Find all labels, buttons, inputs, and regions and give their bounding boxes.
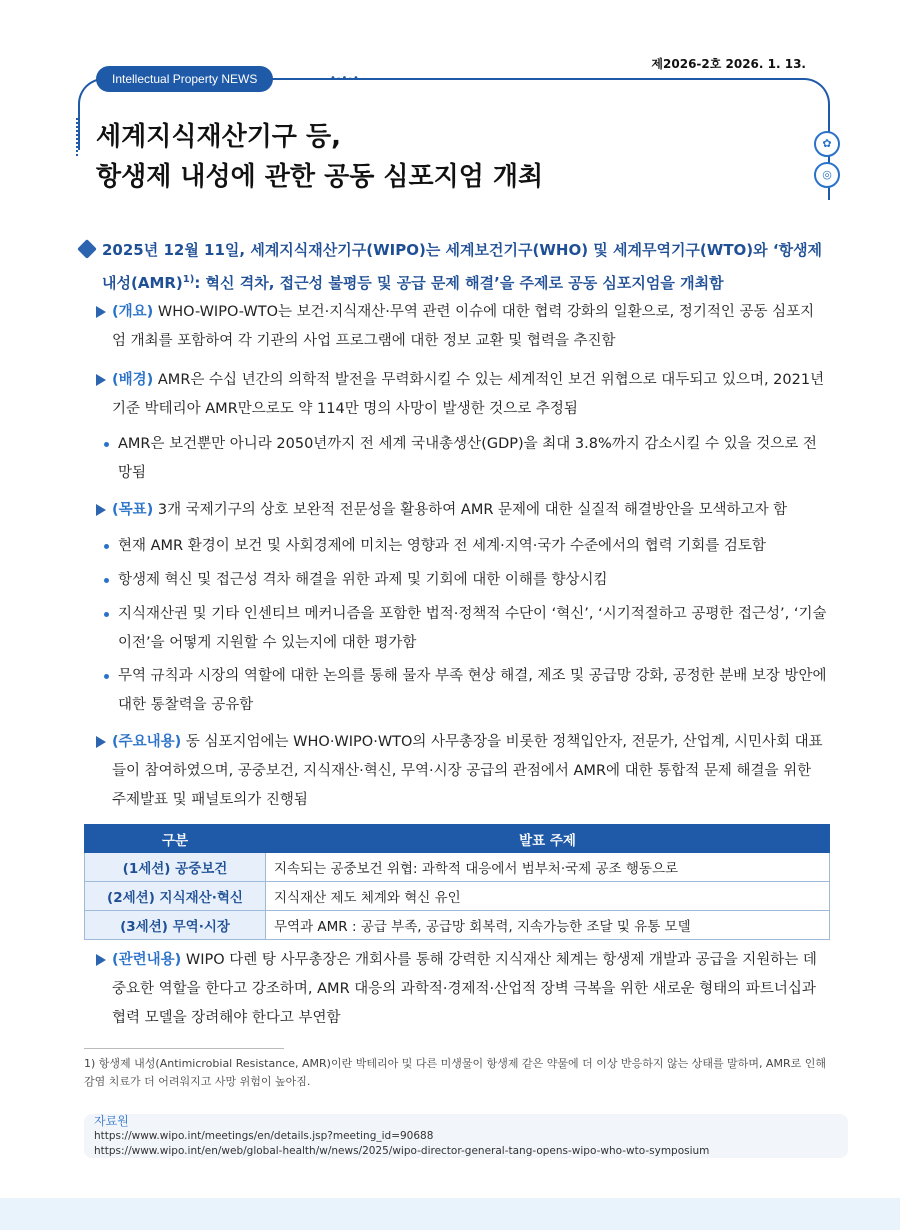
bottom-band [0,1198,900,1230]
title-line-2: 항생제 내성에 관한 공동 심포지엄 개최 [96,162,544,192]
lead-summary [86,236,846,298]
overview-text: WHO-WIPO-WTO는 보건·지식재산·무역 관련 이슈에 대한 협력 강화의 일환으로, 정기적인 공동 심포지엄 개최를 포함하여 각 기관의 사업 프로그램에 대한 정보 교환 및 협력을 추진함 [112,304,815,349]
goal-text: 3개 국제기구의 상호 보완적 전문성을 활용하여 AMR 문제에 대한 실질적 해결방안을 모색하고자 함 [153,502,788,518]
newsletter-tag: Intellectual Property NEWS [96,66,273,92]
footnote: 1) 항생제 내성(Antimicrobial Resistance, AMR)이란 박테리아 및 다른 미생물이 항생제 같은 약물에 더 이상 반응하지 않는 상태를 말하며, AMR로 인해 감염 치료가 더 어려워지고 사망 위험이 높아짐. [84,1057,826,1088]
item-goal [96,496,828,525]
frame-dots [76,118,84,156]
footnote-separator [84,1048,284,1049]
main-label: (주요내용) [112,734,182,750]
lead-line-2b: : 혁신 격차, 접근성 불평등 및 공급 문제 해결’을 주제로 공동 심포지엄을 개최함 [194,274,724,292]
background-bullet [104,430,828,488]
table-row [85,911,830,940]
health-icon: ✿ [814,131,840,157]
dot-bullet-icon [104,442,109,447]
background-label: (배경) [112,372,154,388]
page-title [96,117,543,197]
dot-bullet-icon [104,544,109,549]
goal-bullet-1 [104,532,828,561]
globe-icon: ◎ [814,162,840,188]
dot-bullet-icon [104,578,109,583]
goal-bullet-text: 항생제 혁신 및 접근성 격차 해결을 위한 과제 및 기회에 대한 이해를 향상시킴 [118,572,608,588]
main-text: 동 심포지엄에는 WHO·WIPO·WTO의 사무총장을 비롯한 정책입안자, 전문가, 산업계, 시민사회 대표들이 참여하였으며, 공중보건, 지식재산·혁신, 무역·시장 공급의 관점에서 AMR에 대한 통합적 문제 해결을 위한 주제발표 및 패널토의가 진행됨 [112,734,823,808]
title-line-1: 세계지식재산기구 등, [96,122,341,152]
dot-bullet-icon [104,612,109,617]
item-overview [96,298,828,356]
table-cell: 지식재산 제도 체계와 혁신 유인 [266,882,830,911]
footnote-ref: 1) [182,274,195,285]
table-cell: 무역과 AMR : 공급 부족, 공급망 회복력, 지속가능한 조달 및 유통 모델 [266,911,830,940]
related-text: WIPO 다렌 탕 사무총장은 개회사를 통해 강력한 지식재산 체계는 항생제 개발과 공급을 지원하는 데 중요한 역할을 한다고 강조하며, AMR 대응의 과학적·경제적·산업적 장벽 극복을 위한 새로운 형태의 파트너십과 협력 모델을 장려해야 한다고 부연함 [112,952,817,1026]
overview-label: (개요) [112,304,154,320]
goal-bullet-3 [104,600,828,658]
table-header: 발표 주제 [266,825,830,853]
item-related [96,946,828,1033]
goal-bullet-text: 무역 규칙과 시장의 역할에 대한 논의를 통해 물자 부족 현상 해결, 제조 및 공급망 강화, 공정한 분배 보장 방안에 대한 통찰력을 공유함 [118,668,827,713]
goal-label: (목표) [112,502,154,518]
background-text: AMR은 수십 년간의 의학적 발전을 무력화시킬 수 있는 세계적인 보건 위협으로 대두되고 있으며, 2021년 기준 박테리아 AMR만으로도 약 114만 명의 사망이 발생한 것으로 추정됨 [112,372,825,417]
table-row [85,853,830,882]
lead-line-1: 2025년 12월 11일, 세계지식재산기구(WIPO)는 세계보건기구(WHO) 및 세계무역기구(WTO)와 ‘항생제 [102,241,823,259]
source-link-1[interactable]: https://www.wipo.int/meetings/en/details.jsp?meeting_id=90688 [94,1130,434,1142]
sources-heading: 자료원 [94,1114,129,1128]
goal-bullet-text: 현재 AMR 환경이 보건 및 사회경제에 미치는 영향과 전 세계·지역·국가 수준에서의 협력 기회를 검토함 [118,538,766,554]
table-header: 구분 [85,825,266,853]
table-row [85,882,830,911]
triangle-bullet-icon [96,374,106,386]
issue-number: 제2026-2호 2026. 1. 13. [651,57,806,71]
table-cell: 지속되는 공중보건 위협: 과학적 대응에서 범부처·국제 공조 행동으로 [266,853,830,882]
source-link-2[interactable]: https://www.wipo.int/en/web/global-health/w/news/2025/wipo-director-general-tang-opens-wipo-who-wto-symposium [94,1145,710,1157]
table-cell: (3세션) 무역·시장 [85,911,266,940]
frame-mask [60,150,100,210]
triangle-bullet-icon [96,736,106,748]
goal-bullet-text: 지식재산권 및 기타 인센티브 메커니즘을 포함한 법적·정책적 수단이 ‘혁신’, ‘시기적절하고 공평한 접근성’, ‘기술이전’을 어떻게 지원할 수 있는지에 대한 평가함 [118,606,827,651]
triangle-bullet-icon [96,504,106,516]
session-table [84,824,830,940]
triangle-bullet-icon [96,954,106,966]
tag-dots: •-•-• [330,73,360,84]
item-main [96,728,828,815]
goal-bullet-2 [104,566,828,595]
triangle-bullet-icon [96,306,106,318]
lead-line-2a: 내성(AMR) [102,274,183,292]
goal-bullet-4 [104,662,828,720]
dot-bullet-icon [104,674,109,679]
table-cell: (1세션) 공중보건 [85,853,266,882]
table-header-row [85,825,830,853]
table-cell: (2세션) 지식재산·혁신 [85,882,266,911]
item-background [96,366,828,424]
related-label: (관련내용) [112,952,182,968]
background-bullet-text: AMR은 보건뿐만 아니라 2050년까지 전 세계 국내총생산(GDP)을 최대 3.8%까지 감소시킬 수 있을 것으로 전망됨 [118,436,817,481]
sources-box [84,1114,848,1158]
